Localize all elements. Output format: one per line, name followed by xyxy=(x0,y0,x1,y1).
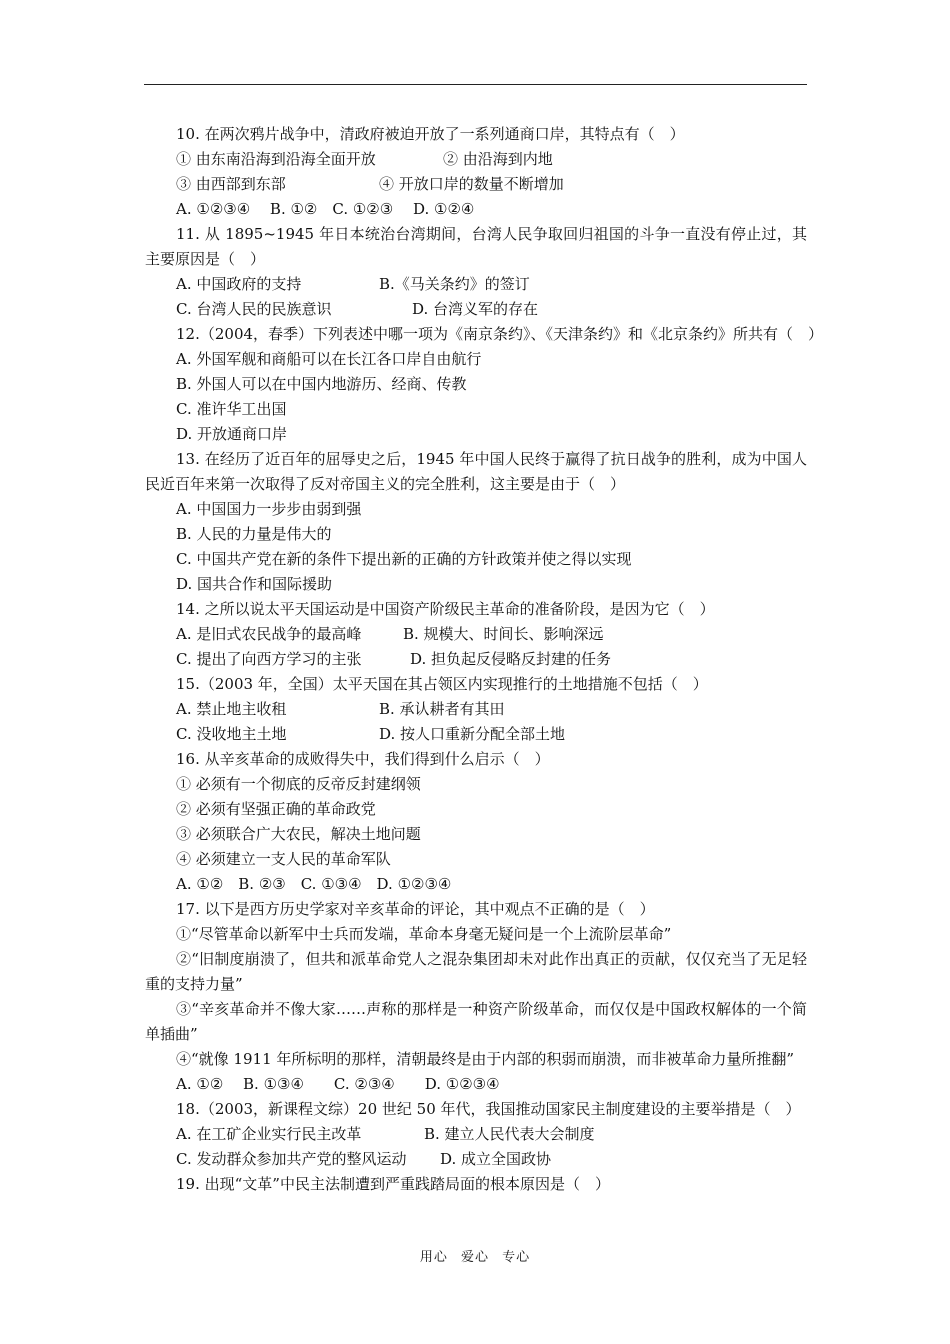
q12-stem: 12.（2004，春季）下列表述中哪一项为《南京条约》、《天津条约》和《北京条约》所共有（ ） xyxy=(176,325,824,343)
q12-option-c: C. 准许华工出国 xyxy=(176,400,287,418)
question-list xyxy=(145,122,824,1197)
q13-option-a: A. 中国国力一步步由弱到强 xyxy=(176,500,362,518)
q15-options-row2 xyxy=(145,722,807,747)
q15-option-a: A. 禁止地主收租 xyxy=(176,700,287,718)
q12-option-a: A. 外国军舰和商船可以在长江各口岸自由航行 xyxy=(176,350,482,368)
q14-options-row2 xyxy=(145,647,807,672)
q19-stem: 19. 出现“文革”中民主法制遭到严重践踏局面的根本原因是（ ） xyxy=(176,1175,610,1193)
q13-option-b: B. 人民的力量是伟大的 xyxy=(176,525,332,543)
q15-option-b: B. 承认耕者有其田 xyxy=(379,700,505,718)
header-rule xyxy=(144,84,807,85)
q17-stem: 17. 以下是西方历史学家对辛亥革命的评论，其中观点不正确的是（ ） xyxy=(176,900,655,918)
q17-choices: A. ①② B. ①③④ C. ②③④ D. ①②③④ xyxy=(176,1075,500,1093)
q14-stem: 14. 之所以说太平天国运动是中国资产阶级民主革命的准备阶段，是因为它（ ） xyxy=(176,600,715,618)
q13-option-d: D. 国共合作和国际援助 xyxy=(176,575,333,593)
footer-text-1: 用心 xyxy=(419,1250,448,1265)
q18-option-d: D. 成立全国政协 xyxy=(440,1150,552,1168)
q10-options-row2 xyxy=(145,172,807,197)
q10-option-2: ② 由沿海到内地 xyxy=(443,150,553,168)
q18-options-row2 xyxy=(145,1147,807,1172)
q13-stem: 13. 在经历了近百年的屈辱史之后，1945 年中国人民终于赢得了抗日战争的胜利，成为中国人民近百年来第一次取得了反对帝国主义的完全胜利，这主要是由于（ ） xyxy=(145,450,807,493)
q16-option-3: ③ 必须联合广大农民，解决土地问题 xyxy=(176,825,421,843)
q10-choices: A. ①②③④ B. ①② C. ①②③ D. ①②④ xyxy=(176,200,475,218)
q12-option-d: D. 开放通商口岸 xyxy=(176,425,288,443)
q11-options-row1 xyxy=(145,272,807,297)
q15-option-d: D. 按人口重新分配全部土地 xyxy=(379,725,566,743)
q16-choices: A. ①② B. ②③ C. ①③④ D. ①②③④ xyxy=(176,875,452,893)
q11-option-c: C. 台湾人民的民族意识 xyxy=(176,300,332,318)
q14-option-a: A. 是旧式农民战争的最高峰 xyxy=(176,625,362,643)
q15-stem: 15.（2003 年，全国）太平天国在其占领区内实现推行的土地措施不包括（ ） xyxy=(176,675,708,693)
q17-option-3: ③“辛亥革命并不像大家……声称的那样是一种资产阶级革命，而仅仅是中国政权解体的一个简单插曲” xyxy=(145,1000,807,1043)
q17-option-1: ①“尽管革命以新军中士兵而发端，革命本身毫无疑问是一个上流阶层革命” xyxy=(176,925,672,943)
q11-options-row2 xyxy=(145,297,807,322)
q10-option-1: ① 由东南沿海到沿海全面开放 xyxy=(176,150,376,168)
q17-option-2: ②“旧制度崩溃了，但共和派革命党人之混杂集团却未对此作出真正的贡献，仅仅充当了无足轻重的支持力量” xyxy=(145,950,807,993)
q18-options-row1 xyxy=(145,1122,807,1147)
q11-option-a: A. 中国政府的支持 xyxy=(176,275,302,293)
footer-text-2: 爱心 xyxy=(460,1250,489,1265)
q14-option-b: B. 规模大、时间长、影响深远 xyxy=(403,625,604,643)
q14-option-d: D. 担负起反侵略反封建的任务 xyxy=(410,650,612,668)
q10-stem: 10. 在两次鸦片战争中，清政府被迫开放了一系列通商口岸，其特点有（ ） xyxy=(176,125,685,143)
q11-option-d: D. 台湾义军的存在 xyxy=(412,300,539,318)
q12-option-b: B. 外国人可以在中国内地游历、经商、传教 xyxy=(176,375,467,393)
q17-option-4: ④“就像 1911 年所标明的那样，清朝最终是由于内部的积弱而崩溃，而非被革命力量所推翻” xyxy=(176,1050,795,1068)
footer-text-3: 专心 xyxy=(502,1250,531,1265)
q18-option-c: C. 发动群众参加共产党的整风运动 xyxy=(176,1150,407,1168)
q16-option-2: ② 必须有坚强正确的革命政党 xyxy=(176,800,376,818)
q18-stem: 18.（2003，新课程文综）20 世纪 50 年代，我国推动国家民主制度建设的主要举措是（ ） xyxy=(176,1100,801,1118)
q16-stem: 16. 从辛亥革命的成败得失中，我们得到什么启示（ ） xyxy=(176,750,550,768)
q10-options-row1 xyxy=(145,147,807,172)
q16-option-4: ④ 必须建立一支人民的革命军队 xyxy=(176,850,391,868)
q11-option-b: B.《马关条约》的签订 xyxy=(379,275,530,293)
q15-option-c: C. 没收地主土地 xyxy=(176,725,287,743)
q10-option-3: ③ 由西部到东部 xyxy=(176,175,286,193)
q18-option-a: A. 在工矿企业实行民主改革 xyxy=(176,1125,362,1143)
page-footer xyxy=(0,1246,950,1265)
q13-option-c: C. 中国共产党在新的条件下提出新的正确的方针政策并使之得以实现 xyxy=(176,550,632,568)
q16-option-1: ① 必须有一个彻底的反帝反封建纲领 xyxy=(176,775,421,793)
q11-stem: 11. 从 1895~1945 年日本统治台湾期间，台湾人民争取回归祖国的斗争一直没有停止过，其主要原因是（ ） xyxy=(145,225,807,268)
q15-options-row1 xyxy=(145,697,807,722)
q14-options-row1 xyxy=(145,622,807,647)
q10-option-4: ④ 开放口岸的数量不断增加 xyxy=(379,175,564,193)
q14-option-c: C. 提出了向西方学习的主张 xyxy=(176,650,362,668)
q18-option-b: B. 建立人民代表大会制度 xyxy=(424,1125,595,1143)
